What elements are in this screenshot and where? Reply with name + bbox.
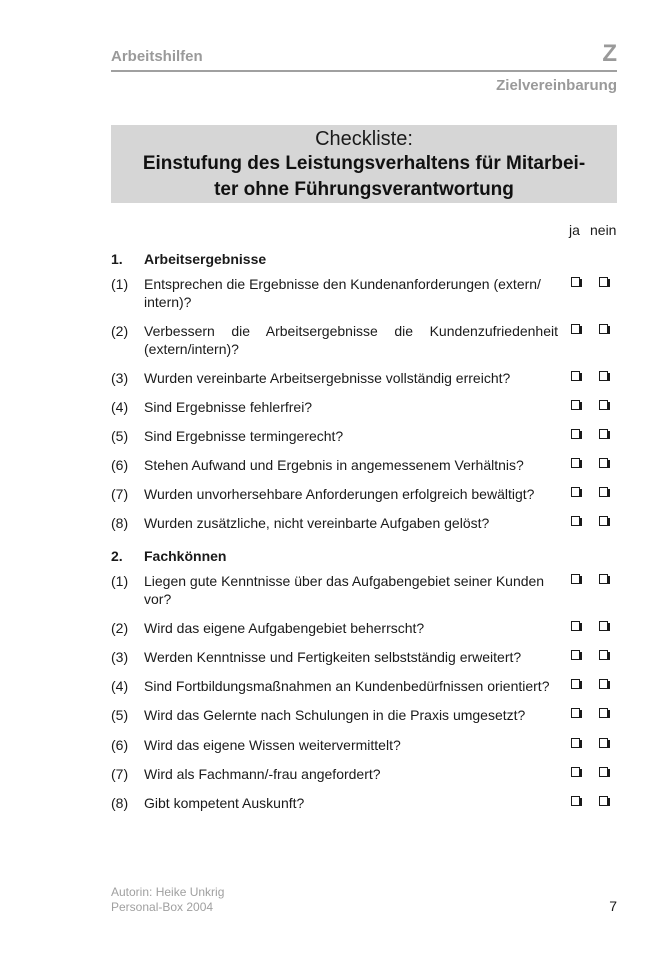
item-number: (3) xyxy=(111,649,129,665)
item-text-line-1: Wird als Fachmann/-frau angefordert? xyxy=(144,766,381,782)
header-left: Arbeitshilfen xyxy=(111,48,203,65)
item-text xyxy=(144,427,558,445)
item-number: (5) xyxy=(111,707,129,723)
nein-checkbox[interactable] xyxy=(599,487,608,497)
ja-checkbox[interactable] xyxy=(571,767,580,777)
item-text-line-1: Wurden vereinbarte Arbeitsergebnisse vollständig erreicht? xyxy=(144,370,511,386)
ja-checkbox[interactable] xyxy=(571,679,580,689)
item-number: (4) xyxy=(111,678,129,694)
nein-checkbox[interactable] xyxy=(599,796,608,806)
item-text xyxy=(144,275,558,311)
title-line-2: Einstufung des Leistungsverhaltens für Mitarbei- xyxy=(142,153,586,174)
item-text-line-2: vor? xyxy=(144,591,172,607)
item-text xyxy=(144,456,558,474)
item-text xyxy=(144,619,558,637)
item-text-line-1: Verbessern die Arbeitsergebnisse die Kundenzufriedenheit xyxy=(144,323,558,339)
item-number: (8) xyxy=(111,795,129,811)
item-text xyxy=(144,648,558,666)
nein-checkbox[interactable] xyxy=(599,574,608,584)
nein-checkbox[interactable] xyxy=(599,400,608,410)
title-box xyxy=(111,125,617,203)
item-number: (4) xyxy=(111,399,129,415)
item-text-line-1: Wird das eigene Aufgabengebiet beherrscht? xyxy=(144,620,425,636)
item-text xyxy=(144,485,558,503)
header-subtitle: Zielvereinbarung xyxy=(496,77,617,94)
item-text xyxy=(144,765,558,783)
item-text xyxy=(144,398,558,416)
nein-checkbox[interactable] xyxy=(599,650,608,660)
item-text-line-1: Sind Fortbildungsmaßnahmen an Kundenbedürfnissen orientiert? xyxy=(144,678,550,694)
item-number: (6) xyxy=(111,457,129,473)
ja-checkbox[interactable] xyxy=(571,324,580,334)
ja-checkbox[interactable] xyxy=(571,621,580,631)
footer-source: Personal-Box 2004 xyxy=(111,900,214,914)
item-number: (8) xyxy=(111,515,129,531)
item-text-line-1: Wird das Gelernte nach Schulungen in die Praxis umgesetzt? xyxy=(144,707,526,723)
item-text-line-1: Werden Kenntnisse und Fertigkeiten selbstständig erweitert? xyxy=(144,649,522,665)
footer-author: Autorin: Heike Unkrig xyxy=(111,885,225,899)
item-text xyxy=(144,706,558,724)
item-text xyxy=(144,736,558,754)
item-number: (7) xyxy=(111,486,129,502)
item-text xyxy=(144,572,558,608)
nein-checkbox[interactable] xyxy=(599,708,608,718)
ja-checkbox[interactable] xyxy=(571,738,580,748)
item-text xyxy=(144,794,558,812)
item-number: (5) xyxy=(111,428,129,444)
nein-checkbox[interactable] xyxy=(599,458,608,468)
footer-credits xyxy=(111,885,224,915)
item-text-line-1: Wurden zusätzliche, nicht vereinbarte Aufgaben gelöst? xyxy=(144,515,490,531)
ja-checkbox[interactable] xyxy=(571,574,580,584)
column-header-nein: nein xyxy=(590,222,617,238)
page-number: 7 xyxy=(609,898,617,914)
ja-checkbox[interactable] xyxy=(571,708,580,718)
item-number: (2) xyxy=(111,323,129,339)
nein-checkbox[interactable] xyxy=(599,277,608,287)
ja-checkbox[interactable] xyxy=(571,458,580,468)
item-text xyxy=(144,514,558,532)
item-text-line-1: Wurden unvorhersehbare Anforderungen erfolgreich bewältigt? xyxy=(144,486,535,502)
item-number: (1) xyxy=(111,276,129,292)
nein-checkbox[interactable] xyxy=(599,679,608,689)
ja-checkbox[interactable] xyxy=(571,277,580,287)
ja-checkbox[interactable] xyxy=(571,487,580,497)
column-header-ja: ja xyxy=(569,222,580,238)
nein-checkbox[interactable] xyxy=(599,767,608,777)
item-text xyxy=(144,677,558,695)
item-text-line-1: Stehen Aufwand und Ergebnis in angemessenem Verhältnis? xyxy=(144,457,524,473)
nein-checkbox[interactable] xyxy=(599,429,608,439)
item-text-line-2: intern)? xyxy=(144,294,192,310)
item-number: (2) xyxy=(111,620,129,636)
section-number: 1. xyxy=(111,251,123,267)
section-title: Arbeitsergebnisse xyxy=(144,251,267,267)
header-letter: Z xyxy=(602,40,617,67)
ja-checkbox[interactable] xyxy=(571,400,580,410)
title-line-3: ter ohne Führungsverantwortung xyxy=(214,179,514,200)
nein-checkbox[interactable] xyxy=(599,621,608,631)
nein-checkbox[interactable] xyxy=(599,738,608,748)
nein-checkbox[interactable] xyxy=(599,371,608,381)
item-text-line-1: Gibt kompetent Auskunft? xyxy=(144,795,305,811)
item-number: (6) xyxy=(111,737,129,753)
ja-checkbox[interactable] xyxy=(571,796,580,806)
item-text-line-1: Entsprechen die Ergebnisse den Kundenanforderungen (extern/ xyxy=(144,276,541,292)
item-number: (7) xyxy=(111,766,129,782)
nein-checkbox[interactable] xyxy=(599,516,608,526)
item-text-line-1: Sind Ergebnisse termingerecht? xyxy=(144,428,344,444)
item-text xyxy=(144,322,558,358)
ja-checkbox[interactable] xyxy=(571,371,580,381)
item-text-line-2: (extern/intern)? xyxy=(144,341,239,357)
ja-checkbox[interactable] xyxy=(571,429,580,439)
title-line-1: Checkliste: xyxy=(315,128,413,150)
header-rule xyxy=(111,70,617,72)
item-text-line-1: Liegen gute Kenntnisse über das Aufgabengebiet seiner Kunden xyxy=(144,573,545,589)
item-text-line-1: Wird das eigene Wissen weitervermittelt? xyxy=(144,737,401,753)
section-number: 2. xyxy=(111,548,123,564)
item-number: (1) xyxy=(111,573,129,589)
ja-checkbox[interactable] xyxy=(571,516,580,526)
item-number: (3) xyxy=(111,370,129,386)
item-text-line-1: Sind Ergebnisse fehlerfrei? xyxy=(144,399,313,415)
item-text xyxy=(144,369,558,387)
ja-checkbox[interactable] xyxy=(571,650,580,660)
section-title: Fachkönnen xyxy=(144,548,227,564)
nein-checkbox[interactable] xyxy=(599,324,608,334)
